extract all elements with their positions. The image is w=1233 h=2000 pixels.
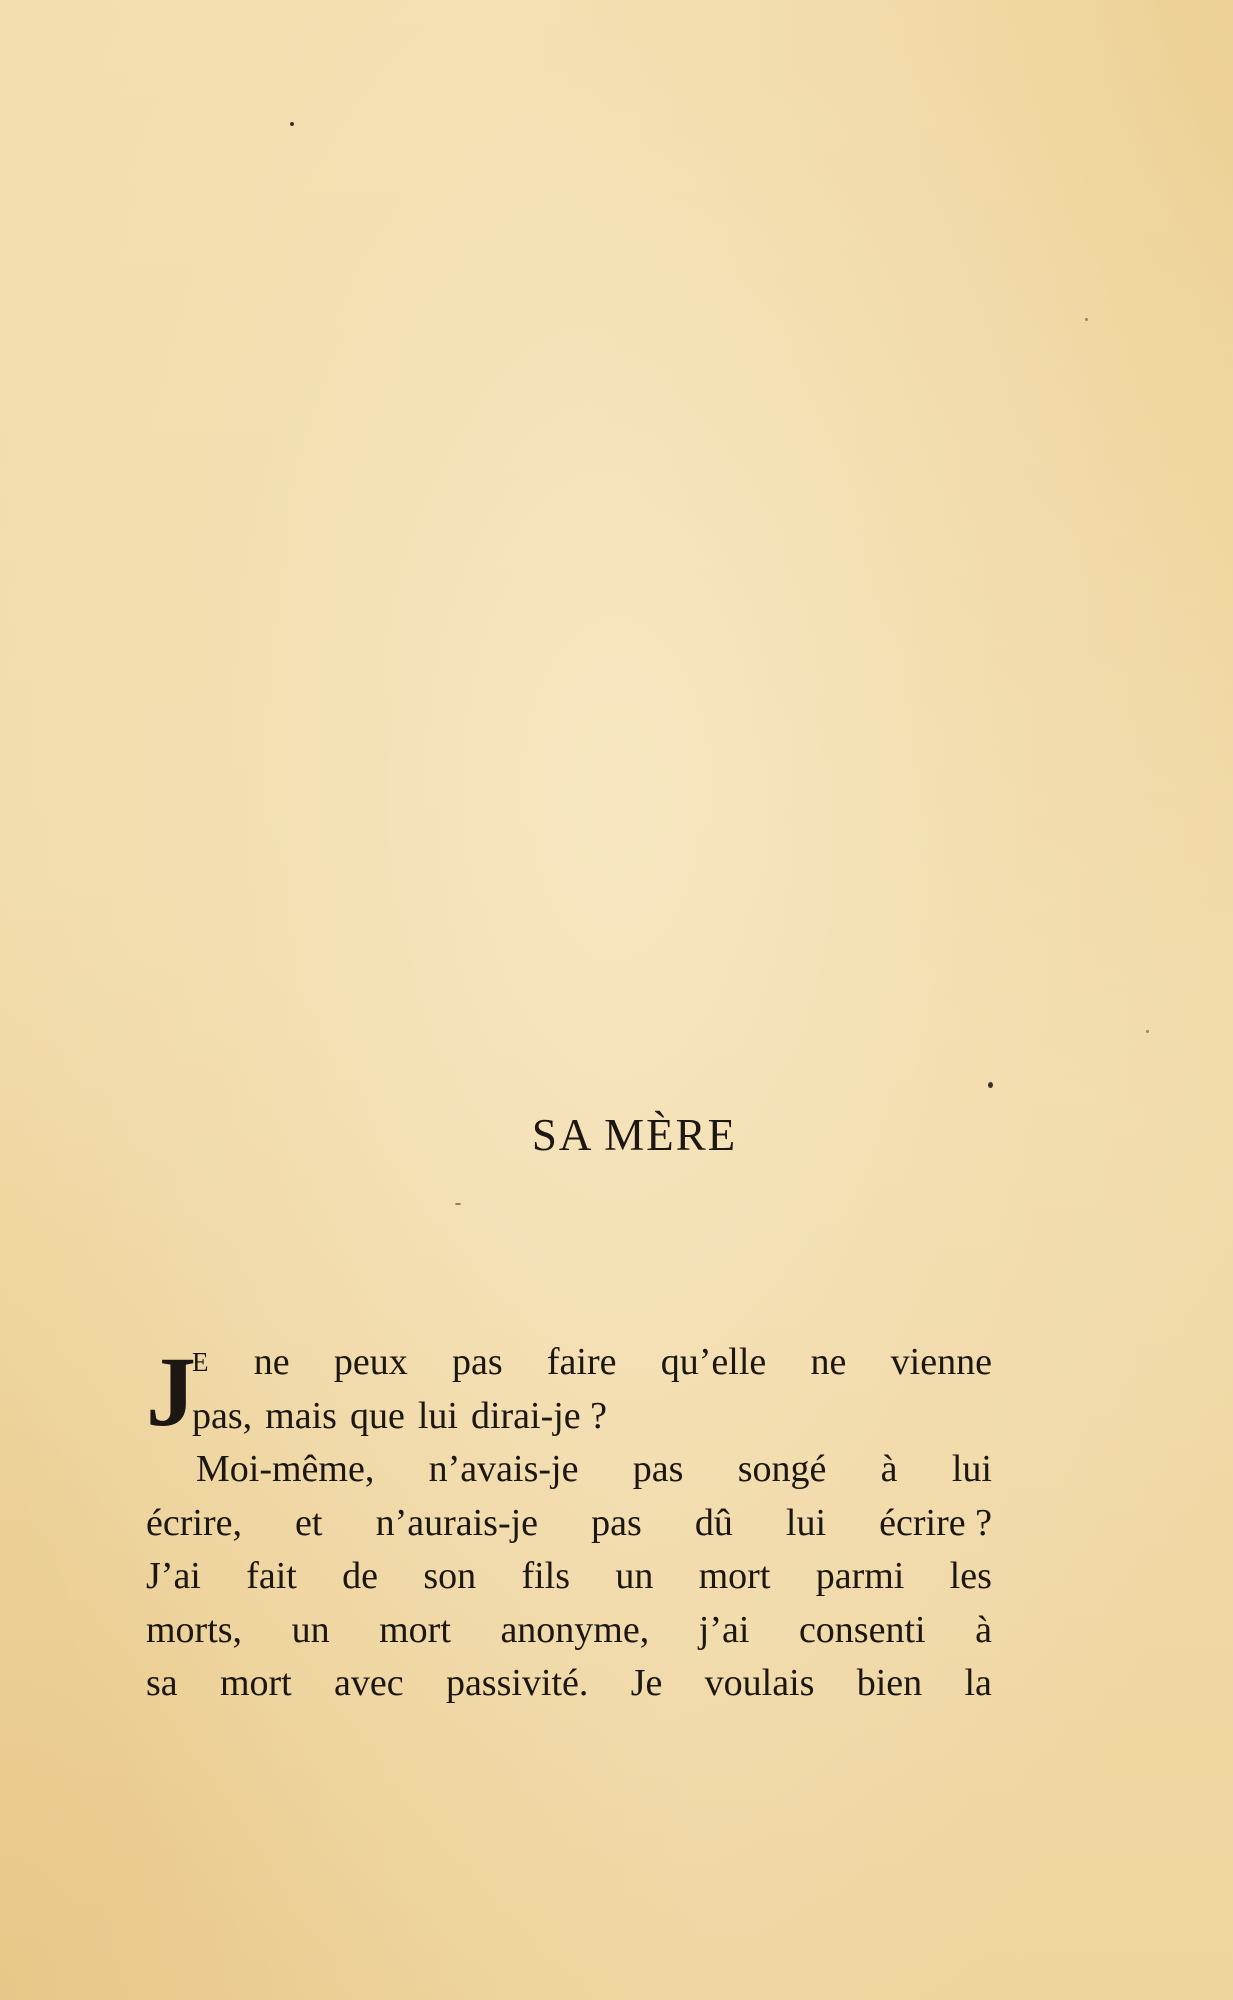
- paper-speck: [1146, 1030, 1149, 1033]
- text-line-1: [146, 1336, 992, 1390]
- text-word: que: [349, 1394, 405, 1437]
- text-word: un: [615, 1555, 654, 1597]
- text-word: pas: [632, 1448, 684, 1490]
- text-word: voulais: [704, 1662, 815, 1704]
- body-text: [146, 1336, 992, 1711]
- text-word: sa: [146, 1662, 178, 1704]
- text-word: lui: [785, 1501, 827, 1544]
- text-word: pas,: [192, 1394, 253, 1437]
- text-word: mort: [698, 1555, 771, 1597]
- text-word: pas: [591, 1501, 642, 1544]
- text-word: n’avais-je: [428, 1448, 579, 1490]
- text-word: mort: [219, 1662, 292, 1704]
- text-word: à: [880, 1448, 898, 1490]
- text-word: passivité.: [445, 1662, 589, 1704]
- text-line-4: [146, 1497, 992, 1551]
- text-word: consenti: [798, 1608, 926, 1651]
- text-word: songé: [737, 1448, 827, 1490]
- text-word: parmi: [815, 1555, 905, 1597]
- paper-speck: [1085, 318, 1088, 321]
- text-word: à: [975, 1608, 992, 1651]
- text-word: lui: [951, 1448, 992, 1490]
- text-word: ne: [253, 1341, 290, 1383]
- text-word: lui: [417, 1394, 458, 1437]
- text-word: qu’elle: [660, 1341, 767, 1383]
- text-word: vienne: [890, 1341, 992, 1383]
- paper-speck: [290, 122, 294, 126]
- text-word: écrire ?: [879, 1501, 992, 1544]
- text-word: pas: [452, 1341, 503, 1383]
- text-word: mort: [379, 1608, 451, 1651]
- paper-speck: [988, 1082, 993, 1088]
- text-word: de: [342, 1555, 379, 1597]
- paper-speck: [455, 1203, 461, 1205]
- text-word: anonyme,: [500, 1608, 650, 1651]
- text-word: mais: [265, 1394, 337, 1437]
- text-word: les: [949, 1555, 992, 1597]
- text-word: E: [192, 1347, 210, 1377]
- text-line-3: [146, 1443, 992, 1497]
- text-word: peux: [333, 1341, 408, 1383]
- text-word: un: [291, 1608, 330, 1651]
- text-word: n’aurais-je: [375, 1501, 539, 1544]
- text-word: Moi-même,: [196, 1448, 375, 1490]
- text-line-6: [146, 1604, 992, 1658]
- text-word: son: [423, 1555, 477, 1597]
- text-word: dirai-je ?: [470, 1394, 608, 1437]
- text-word: fait: [246, 1555, 297, 1597]
- text-word: fils: [521, 1555, 570, 1597]
- text-word: j’ai: [698, 1608, 750, 1651]
- drop-cap-letter: J: [146, 1336, 196, 1447]
- text-word: dû: [694, 1501, 733, 1544]
- text-word: faire: [546, 1341, 617, 1383]
- text-word: avec: [334, 1662, 404, 1704]
- text-word: écrire,: [146, 1501, 242, 1544]
- text-line-5: [146, 1550, 992, 1604]
- text-word: J’ai: [146, 1555, 201, 1597]
- chapter-title: SA MÈRE: [531, 1110, 738, 1160]
- text-word: la: [964, 1662, 992, 1704]
- text-word: et: [295, 1501, 323, 1544]
- text-line-7: [146, 1657, 992, 1711]
- text-word: morts,: [146, 1608, 243, 1651]
- text-line-2: [146, 1390, 992, 1444]
- text-word: bien: [856, 1662, 923, 1704]
- text-word: ne: [810, 1341, 847, 1383]
- text-word: Je: [630, 1662, 663, 1704]
